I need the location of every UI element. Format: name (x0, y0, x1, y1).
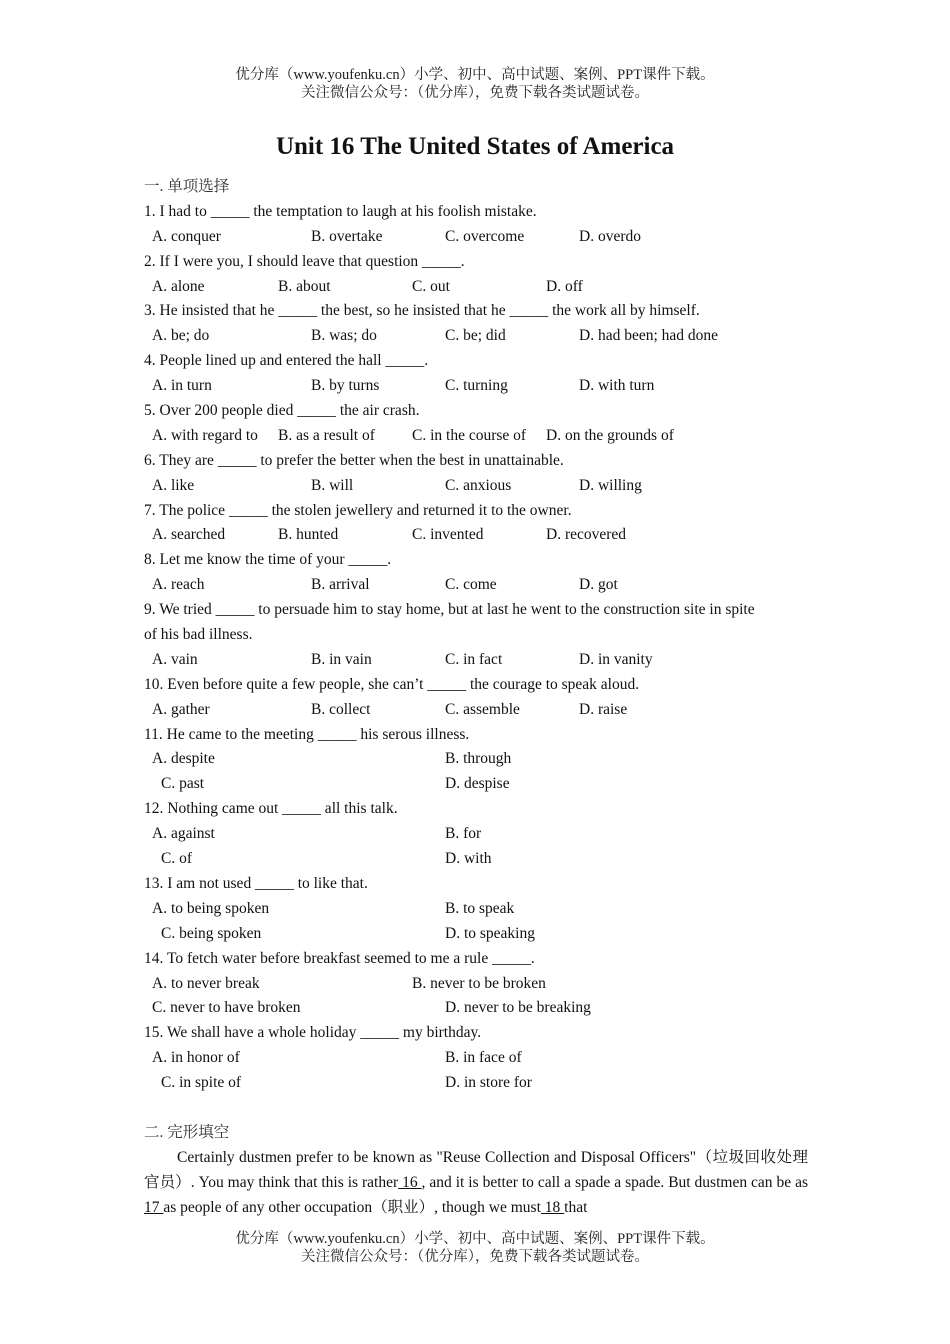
option-b: B. by turns (311, 377, 380, 395)
option-d: D. had been; had done (579, 327, 719, 345)
option-b: B. collect (311, 700, 371, 718)
question-options (144, 972, 808, 997)
option-c: C. in spite of (161, 1074, 242, 1092)
option-d: D. on the grounds of (546, 426, 674, 444)
option-d: D. never to be breaking (445, 999, 591, 1017)
cloze-text: , and it is better to call a spade a spade. But dustmen can be as (421, 1173, 809, 1191)
page-footer (0, 1230, 950, 1266)
page-title: Unit 16 The United States of America (275, 133, 675, 160)
header-line-1: 优分库（www.youfenku.cn）小学、初中、高中试题、案例、PPT课件下载。 (235, 67, 715, 83)
option-c: C. turning (445, 377, 508, 395)
option-a: A. reach (152, 576, 205, 594)
option-d: D. overdo (579, 227, 641, 245)
question-options (144, 772, 808, 797)
option-d: D. willing (579, 476, 642, 494)
option-a: A. with regard to (152, 426, 258, 444)
question-stem-continued: of his bad illness. (144, 626, 253, 644)
question-stem: 15. We shall have a whole holiday _____ my birthday. (144, 1024, 482, 1042)
option-d: D. recovered (546, 526, 627, 544)
option-b: B. arrival (311, 576, 370, 594)
question-options (144, 648, 808, 673)
option-b: B. through (445, 750, 512, 768)
section-heading: 二. 完形填空 (144, 1123, 230, 1141)
option-b: B. hunted (278, 526, 339, 544)
cloze-text: that (564, 1198, 588, 1216)
option-c: C. of (161, 850, 192, 868)
option-a: A. vain (152, 650, 198, 668)
option-d: D. raise (579, 700, 628, 718)
cloze-blank-18: 18 (540, 1198, 565, 1216)
option-d: D. despise (445, 775, 510, 793)
option-b: B. to speak (445, 899, 515, 917)
page-header (0, 66, 950, 102)
question-options (144, 897, 808, 922)
question-options (144, 1046, 808, 1071)
option-c: C. past (161, 775, 205, 793)
question-options (144, 747, 808, 772)
option-a: A. searched (152, 526, 226, 544)
question-options (144, 1071, 808, 1096)
question-stem: 1. I had to _____ the temptation to laugh at his foolish mistake. (144, 202, 537, 220)
option-b: B. never to be broken (412, 974, 546, 992)
question-stem: 7. The police _____ the stolen jewellery and returned it to the owner. (144, 501, 572, 519)
question-options (144, 922, 808, 947)
question-stem: 10. Even before quite a few people, she can’t _____ the courage to speak aloud. (144, 675, 640, 693)
option-c: C. being spoken (161, 924, 262, 942)
question-stem: 14. To fetch water before breakfast seemed to me a rule _____. (144, 949, 535, 967)
question-stem: 8. Let me know the time of your _____. (144, 551, 392, 569)
option-c: C. invented (412, 526, 484, 544)
option-c: C. in the course of (412, 426, 527, 444)
option-d: D. in store for (445, 1074, 532, 1092)
question-stem: 13. I am not used _____ to like that. (144, 874, 368, 892)
option-c: C. be; did (445, 327, 506, 345)
question-stem: 2. If I were you, I should leave that question _____. (144, 252, 465, 270)
question-options (144, 225, 808, 250)
question-stem: 11. He came to the meeting _____ his serous illness. (144, 725, 470, 743)
question-options (144, 996, 808, 1021)
header-line-2: 关注微信公众号：（优分库），免费下载各类试题试卷。 (301, 85, 649, 101)
option-a: A. against (152, 825, 215, 843)
option-a: A. gather (152, 700, 210, 718)
question-options (144, 523, 808, 548)
option-b: B. about (278, 277, 331, 295)
option-d: D. off (546, 277, 583, 295)
option-c: C. never to have broken (152, 999, 301, 1017)
option-d: D. with (445, 850, 492, 868)
option-c: C. out (412, 277, 450, 295)
question-options (144, 698, 808, 723)
question-options (144, 474, 808, 499)
section-spacer (144, 1096, 808, 1121)
option-b: B. in face of (445, 1049, 522, 1067)
question-options (144, 573, 808, 598)
option-a: A. in honor of (152, 1049, 240, 1067)
question-options (144, 847, 808, 872)
option-a: A. to being spoken (152, 899, 270, 917)
option-b: B. in vain (311, 650, 372, 668)
option-a: A. to never break (152, 974, 260, 992)
cloze-text: as people of any other occupation（职业）, though we must (163, 1198, 541, 1216)
option-b: B. for (445, 825, 482, 843)
option-a: A. be; do (152, 327, 210, 345)
option-a: A. like (152, 476, 195, 494)
question-stem: 12. Nothing came out _____ all this talk. (144, 800, 398, 818)
option-d: D. to speaking (445, 924, 535, 942)
cloze-blank-17: 17 (144, 1198, 164, 1216)
option-a: A. in turn (152, 377, 212, 395)
option-a: A. despite (152, 750, 215, 768)
question-options (144, 275, 808, 300)
question-stem: 4. People lined up and entered the hall _____. (144, 352, 429, 370)
section-heading: 一. 单项选择 (144, 178, 230, 195)
question-options (144, 374, 808, 399)
question-stem: 3. He insisted that he _____ the best, so he insisted that he _____ the work all by himself. (144, 302, 700, 320)
cloze-text: Certainly dustmen prefer to be known as "Reuse Collection and Disposal Officers"（垃圾回收处理官员）. You may think that this is rather (144, 1148, 808, 1191)
option-d: D. got (579, 576, 618, 594)
option-c: C. in fact (445, 650, 503, 668)
question-stem: 5. Over 200 people died _____ the air crash. (144, 402, 420, 420)
option-b: B. overtake (311, 227, 383, 245)
option-d: D. in vanity (579, 650, 653, 668)
option-b: B. was; do (311, 327, 377, 345)
question-stem: 6. They are _____ to prefer the better when the best in unattainable. (144, 451, 564, 469)
option-c: C. assemble (445, 700, 520, 718)
footer-line-2: 关注微信公众号：（优分库），免费下载各类试题试卷。 (301, 1249, 649, 1265)
question-stem: 9. We tried _____ to persuade him to stay home, but at last he went to the construction site in spite (144, 601, 755, 619)
option-a: A. alone (152, 277, 205, 295)
footer-line-1: 优分库（www.youfenku.cn）小学、初中、高中试题、案例、PPT课件下载。 (235, 1231, 715, 1247)
question-options (144, 822, 808, 847)
option-c: C. come (445, 576, 497, 594)
option-d: D. with turn (579, 377, 655, 395)
cloze-blank-16: 16 (398, 1173, 422, 1191)
question-options (144, 424, 808, 449)
cloze-paragraph (144, 1146, 808, 1221)
document-body (144, 175, 808, 1220)
option-b: B. will (311, 476, 354, 494)
option-c: C. overcome (445, 227, 525, 245)
question-options (144, 324, 808, 349)
option-c: C. anxious (445, 476, 512, 494)
option-b: B. as a result of (278, 426, 375, 444)
option-a: A. conquer (152, 227, 221, 245)
